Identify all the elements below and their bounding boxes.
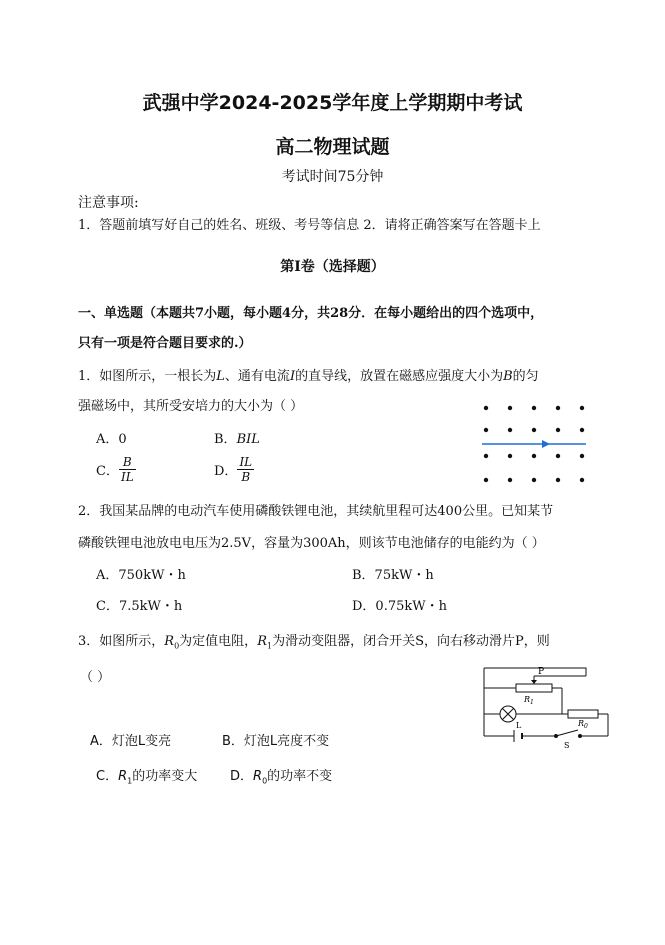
subject-title: 高二物理试题 [275,136,390,158]
q1-option-d: D． $\frac{IL}{B}$ [214,455,253,484]
q2-option-c: C．7.5kW・h [96,599,183,614]
q2-option-b: B．75kW・h [352,568,434,583]
switch-blade [556,730,578,736]
q3-option-d: D．$R_0$的功率不变 [230,769,333,786]
exam-title: 武强中学2024-2025学年度上学期期中考试 [142,92,523,114]
section-title: 第Ⅰ卷（选择题） [280,259,385,275]
q3-stem-line2: （ ） [80,670,111,685]
q3-stem-line1: 3．如图所示，$R_0$为定值电阻，$R_1$为滑动变阻器，闭合开关S，向右移动滑片P，则 [78,634,550,651]
section-instructions-2: 只有一项是符合题目要求的.） [78,336,252,351]
q1-option-b: B．BIL [214,432,260,447]
notes-heading: 注意事项: [78,195,139,211]
q1-option-c: C． $\frac{B}{IL}$ [96,455,134,484]
label-r0: $R_0$ [578,719,588,730]
q1-stem-line1: 1．如图所示，一根长为L、通有电流I的直导线，放置在磁感应强度大小为B的匀 [78,369,539,384]
label-p: P [538,667,545,677]
section-instructions-1: 一、单选题（本题共7小题，每小题4分，共28分．在每小题给出的四个选项中， [78,306,544,321]
resistor-r0 [568,710,598,718]
q2-stem-line2: 磷酸铁锂电池放电电压为2.5V，容量为300Ah，则该节电池储存的电能约为（ ） [78,536,545,551]
q2-option-d: D．0.75kW・h [352,599,447,614]
notes-items: 1．答题前填写好自己的姓名、班级、考号等信息 2．请将正确答案写在答题卡上 [78,218,541,233]
label-s: S [564,741,570,748]
label-l: L [516,721,522,730]
label-r1: $R_1$ [524,695,534,706]
q2-option-a: A．750kW・h [96,568,186,583]
current-arrow-icon [542,440,550,448]
q3-option-c: C．$R_1$的功率变大 [96,769,198,786]
q1-stem-line2: 强磁场中，其所受安培力的大小为（ ） [78,399,304,414]
slider-arrow-icon [531,680,537,684]
top-wire [484,668,586,676]
q3-option-a: A．灯泡L变亮 [90,734,172,749]
rheostat-r1 [516,684,552,692]
q3-option-b: B．灯泡L亮度不变 [222,734,330,749]
q3-circuit-figure [478,662,614,748]
q1-magnetic-field-figure [478,398,590,490]
q1-option-a: A．0 [96,432,127,447]
exam-duration: 考试时间75分钟 [281,169,384,185]
q2-stem-line1: 2．我国某品牌的电动汽车使用磷酸铁锂电池，其续航里程可达400公里。已知某节 [78,504,554,519]
